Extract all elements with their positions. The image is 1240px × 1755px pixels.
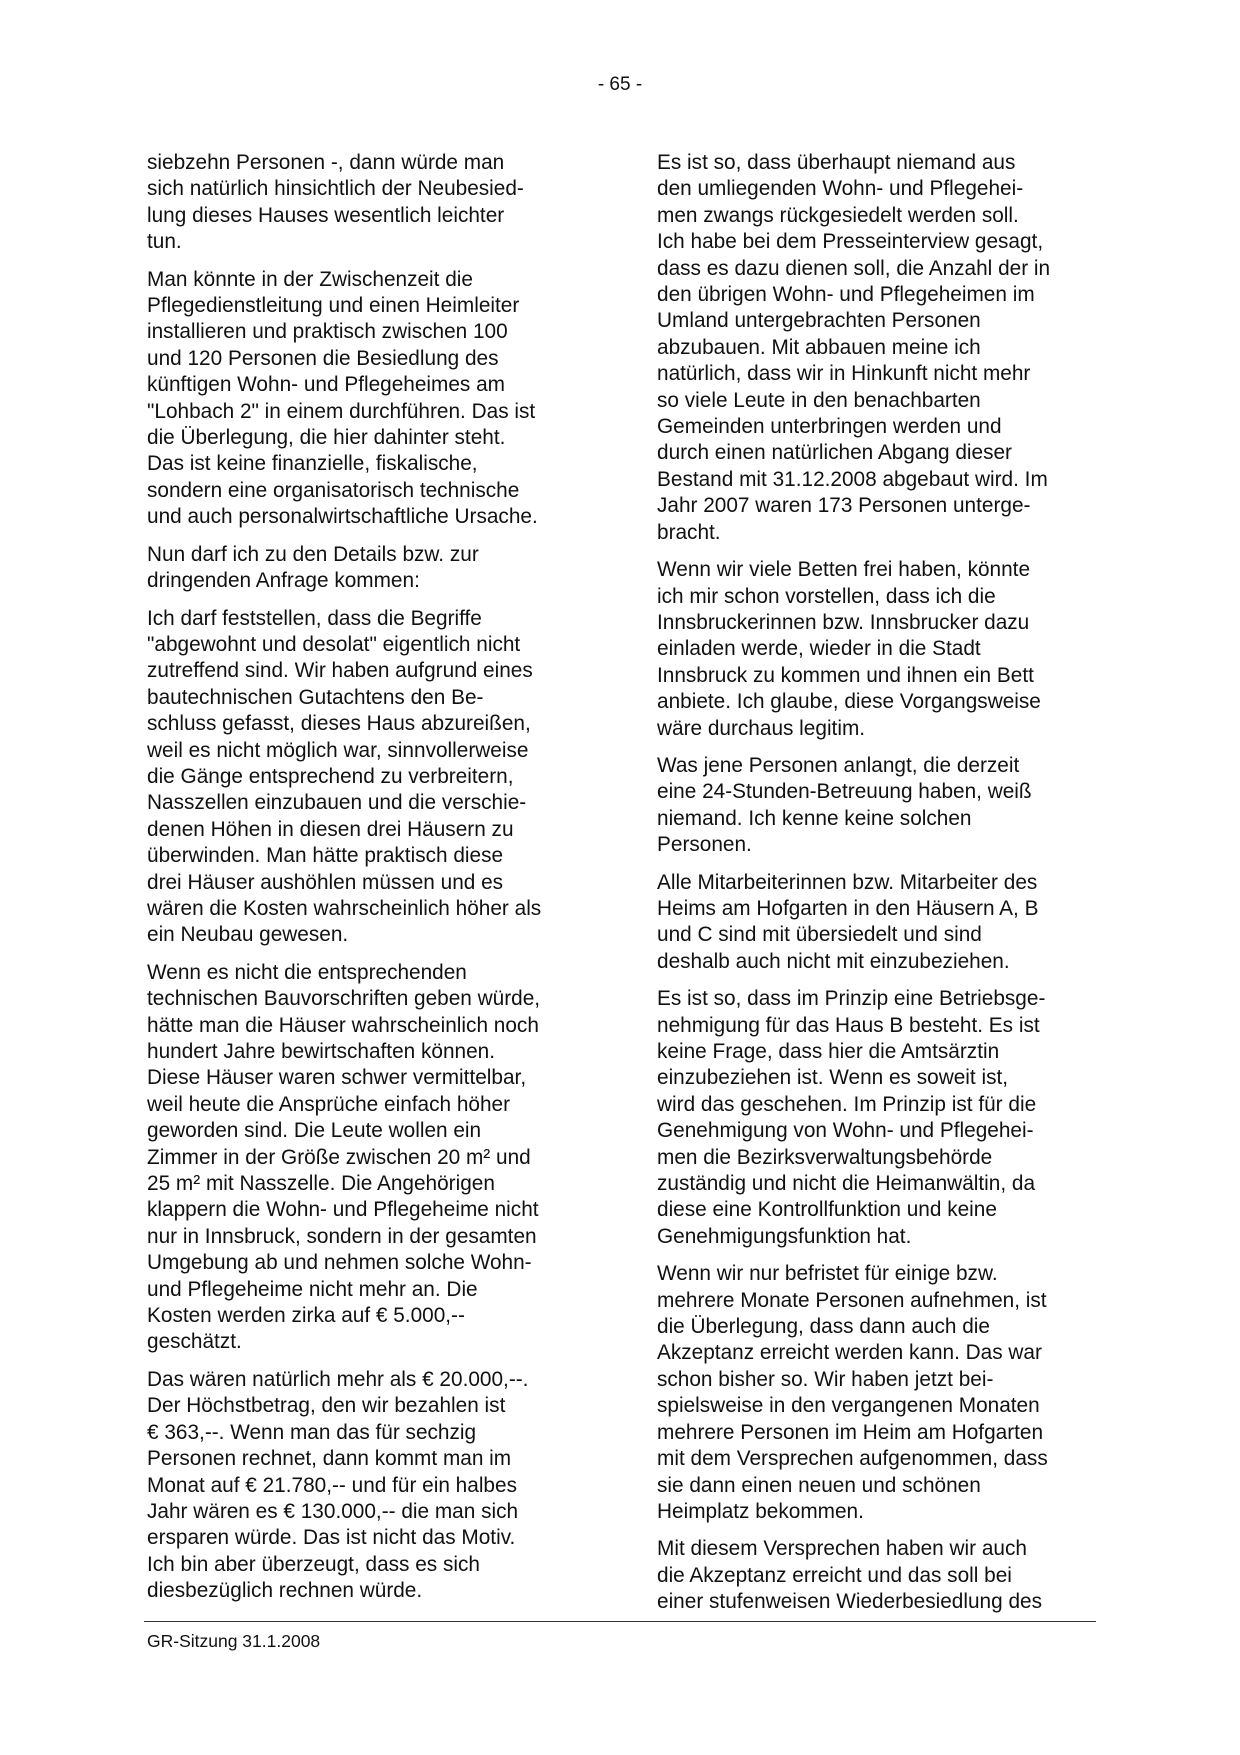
footer-session-date: GR-Sitzung 31.1.2008 <box>147 1631 321 1651</box>
paragraph: Man könnte in der Zwischenzeit die Pflegedienstleitung und einen Heimleiter installieren und praktisch zwischen 100 und 120 Personen die Besiedlung des künftigen Wohn- und Pflegeheimes am "Lohbach 2" in einem durchführen. Das ist die Überlegung, die hier dahinter steht. Das ist keine finanzielle, fiskalische, sondern eine organisatorisch technische und auch personalwirtschaftliche Ursache. <box>147 267 538 529</box>
paragraph: Es ist so, dass überhaupt niemand aus den umliegenden Wohn- und Pflegehei- men zwangs rückgesiedelt werden soll. Ich habe bei dem Presseinterview gesagt, dass es dazu dienen soll, die Anzahl der in den übrigen Wohn- und Pflegeheimen im Umland untergebrachten Personen abzubauen. Mit abbauen meine ich natürlich, dass wir in Hinkunft nicht mehr so viele Leute in den benachbarten Gemeinden unterbringen werden und durch einen natürlichen Abgang dieser Bestand mit 31.12.2008 abgebaut wird. Im Jahr 2007 waren 173 Personen unterge- bracht. <box>657 151 1051 544</box>
paragraph: Wenn wir nur befristet für einige bzw. mehrere Monate Personen aufnehmen, ist die Überlegung, dass dann auch die Akzeptanz erreicht werden kann. Das war schon bisher so. Wir haben jetzt bei- spielsweise in den vergangenen Monaten mehrere Personen im Heim am Hofgarten mit dem Versprechen aufgenommen, dass sie dann einen neuen und schönen Heimplatz bekommen. <box>657 1262 1048 1523</box>
paragraph: Das wären natürlich mehr als € 20.000,--. Der Höchstbetrag, den wir bezahlen ist € 363,--. Wenn man das für sechzig Personen rechnet, dann kommt man im Monat auf € 21.780,-- und für ein halbes Jahr wären es € 130.000,-- die man sich ersparen würde. Das ist nicht das Motiv. Ich bin aber überzeugt, dass es sich diesbezüglich rechnen würde. <box>147 1367 529 1603</box>
paragraph: siebzehn Personen -, dann würde man sich natürlich hinsichtlich der Neubesied- lung dieses Hauses wesentlich leichter tun. <box>147 151 524 254</box>
paragraph: Wenn wir viele Betten frei haben, könnte ich mir schon vorstellen, dass ich die Innsbruckerinnen bzw. Innsbrucker dazu einladen werde, wieder in die Stadt Innsbruck zu kommen und ihnen ein Bett anbiete. Ich glaube, diese Vorgangsweise wäre durchaus legitim. <box>657 558 1041 740</box>
right-column <box>657 150 1093 1627</box>
paragraph: Ich darf feststellen, dass die Begriffe "abgewohnt und desolat" eigentlich nicht zutreffend sind. Wir haben aufgrund eines bautechnischen Gutachtens den Be- schluss gefasst, dieses Haus abzureißen, weil es nicht möglich war, sinnvollerweise die Gänge entsprechend zu verbreitern, Nasszellen einzubauen und die verschie- denen Höhen in diesen drei Häusern zu überwinden. Man hätte praktisch diese drei Häuser aushöhlen müssen und es wären die Kosten wahrscheinlich höher als ein Neubau gewesen. <box>147 606 542 947</box>
page-number: - 65 - <box>597 74 643 95</box>
paragraph: Es ist so, dass im Prinzip eine Betriebsge- nehmigung für das Haus B besteht. Es ist keine Frage, dass hier die Amtsärztin einzubeziehen ist. Wenn es soweit ist, wird das geschehen. Im Prinzip ist für die Genehmigung von Wohn- und Pflegehei- men die Bezirksverwaltungsbehörde zuständig und nicht die Heimanwältin, da diese eine Kontrollfunktion und keine Genehmigungsfunktion hat. <box>657 987 1046 1248</box>
paragraph: Nun darf ich zu den Details bzw. zur dringenden Anfrage kommen: <box>147 542 479 593</box>
left-column <box>147 150 583 1616</box>
paragraph: Was jene Personen anlangt, die derzeit eine 24-Stunden-Betreuung haben, weiß niemand. Ich kenne keine solchen Personen. <box>657 753 1032 857</box>
paragraph: Mit diesem Versprechen haben wir auch die Akzeptanz erreicht und das soll bei einer stufenweisen Wiederbesiedlung des <box>657 1537 1042 1614</box>
footer-divider <box>144 1621 1096 1622</box>
paragraph: Wenn es nicht die entsprechenden technischen Bauvorschriften geben würde, hätte man die Häuser wahrscheinlich noch hundert Jahre bewirtschaften können. Diese Häuser waren schwer vermittelbar, weil heute die Ansprüche einfach höher geworden sind. Die Leute wollen ein Zimmer in der Größe zwischen 20 m² und 25 m² mit Nasszelle. Die Angehörigen klappern die Wohn- und Pflegeheime nicht nur in Innsbruck, sondern in der gesamten Umgebung ab und nehmen solche Wohn- und Pflegeheime nicht mehr an. Die Kosten werden zirka auf € 5.000,-- geschätzt. <box>147 960 541 1354</box>
paragraph: Alle Mitarbeiterinnen bzw. Mitarbeiter des Heims am Hofgarten in den Häusern A, B und C sind mit übersiedelt und sind deshalb auch nicht mit einzubeziehen. <box>657 870 1039 973</box>
